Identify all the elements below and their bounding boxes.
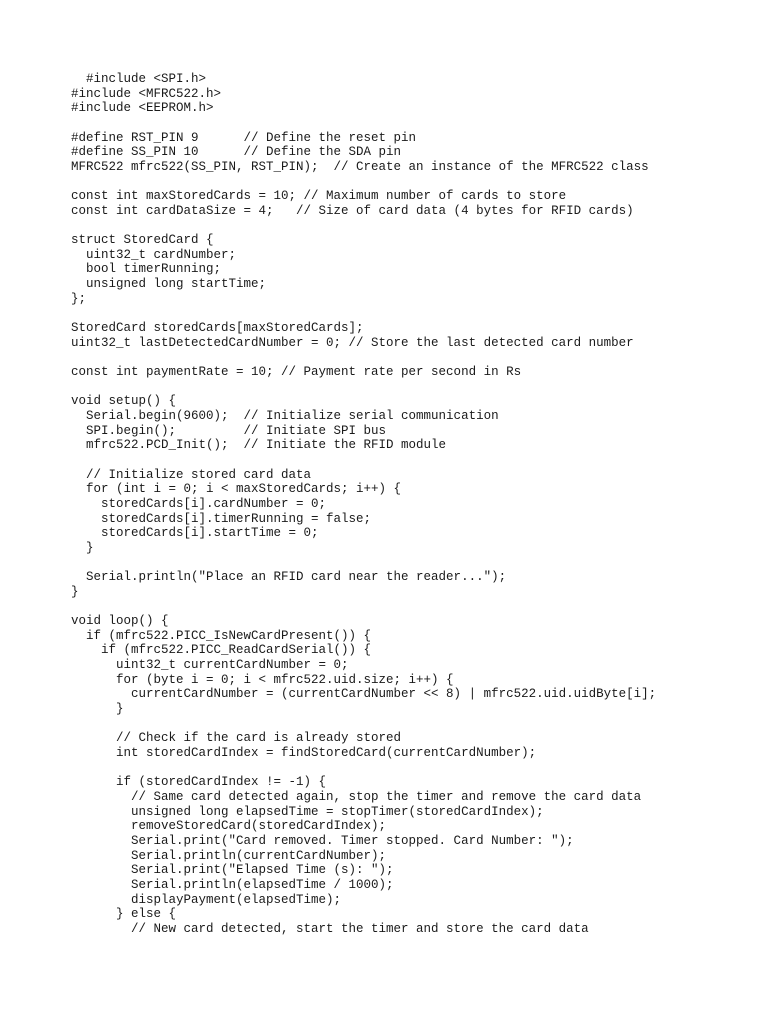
code-line: unsigned long elapsedTime = stopTimer(storedCardIndex); (71, 804, 544, 819)
code-line: } (71, 702, 124, 717)
code-line: #include <EEPROM.h> (71, 101, 214, 116)
code-line: Serial.println(currentCardNumber); (71, 848, 387, 863)
code-line: Serial.print("Elapsed Time (s): "); (71, 863, 394, 878)
code-line: Serial.println("Place an RFID card near the reader..."); (71, 570, 507, 585)
code-line: // Initialize stored card data (71, 467, 312, 482)
code-line (71, 556, 656, 571)
code-line: #include <SPI.h> (71, 72, 207, 86)
code-line: displayPayment(elapsedTime); (71, 892, 342, 907)
code-line: currentCardNumber = (currentCardNumber << 8) | mfrc522.uid.uidByte[i]; (71, 687, 657, 702)
code-line: #include <MFRC522.h> (71, 86, 222, 101)
code-line: struct StoredCard { (71, 233, 214, 248)
code-line: if (mfrc522.PICC_ReadCardSerial()) { (71, 643, 372, 658)
code-line: #define SS_PIN 10 // Define the SDA pin (71, 145, 402, 160)
code-line: mfrc522.PCD_Init(); // Initiate the RFID module (71, 438, 447, 453)
code-line: MFRC522 mfrc522(SS_PIN, RST_PIN); // Create an instance of the MFRC522 class (71, 159, 649, 174)
code-line: StoredCard storedCards[maxStoredCards]; (71, 321, 364, 336)
code-line: uint32_t lastDetectedCardNumber = 0; // Store the last detected card number (71, 335, 634, 350)
code-line: } (71, 540, 94, 555)
code-line: #define RST_PIN 9 // Define the reset pin (71, 130, 417, 145)
code-line: void loop() { (71, 614, 169, 629)
code-line: storedCards[i].timerRunning = false; (71, 511, 372, 526)
code-line: removeStoredCard(storedCardIndex); (71, 819, 387, 834)
code-line: if (mfrc522.PICC_IsNewCardPresent()) { (71, 628, 372, 643)
code-line (71, 380, 656, 395)
code-line: // Same card detected again, stop the timer and remove the card data (71, 789, 642, 804)
code-line: for (byte i = 0; i < mfrc522.uid.size; i++) { (71, 672, 454, 687)
code-block (71, 72, 656, 937)
code-line (71, 350, 656, 365)
code-line: if (storedCardIndex != -1) { (71, 775, 327, 790)
code-line: Serial.begin(9600); // Initialize serial communication (71, 409, 499, 423)
code-line: storedCards[i].startTime = 0; (71, 526, 319, 541)
code-line: storedCards[i].cardNumber = 0; (71, 496, 327, 511)
code-line: // New card detected, start the timer and store the card data (71, 921, 589, 936)
code-line: uint32_t currentCardNumber = 0; (71, 658, 349, 673)
code-line: SPI.begin(); // Initiate SPI bus (71, 423, 387, 438)
code-line (71, 761, 656, 776)
code-line (71, 116, 656, 131)
code-line: const int cardDataSize = 4; // Size of card data (4 bytes for RFID cards) (71, 203, 634, 218)
code-line (71, 717, 656, 732)
code-line (71, 175, 656, 190)
code-line (71, 219, 656, 234)
code-line: bool timerRunning; (71, 262, 222, 277)
code-line: const int maxStoredCards = 10; // Maximum number of cards to store (71, 189, 567, 204)
code-line: void setup() { (71, 394, 177, 409)
code-line: } (71, 584, 79, 599)
code-line: uint32_t cardNumber; (71, 247, 237, 262)
code-line: Serial.println(elapsedTime / 1000); (71, 877, 394, 892)
code-line (71, 600, 656, 615)
code-line: }; (71, 291, 87, 306)
code-line (71, 453, 656, 468)
code-line: unsigned long startTime; (71, 277, 267, 292)
code-line: // Check if the card is already stored (71, 731, 402, 746)
code-line: Serial.print("Card removed. Timer stopped. Card Number: "); (71, 833, 574, 848)
code-line: for (int i = 0; i < maxStoredCards; i++) { (71, 482, 402, 497)
code-line (71, 306, 656, 321)
code-line: } else { (71, 907, 177, 922)
code-line: const int paymentRate = 10; // Payment rate per second in Rs (71, 365, 522, 380)
code-line: int storedCardIndex = findStoredCard(currentCardNumber); (71, 746, 537, 761)
